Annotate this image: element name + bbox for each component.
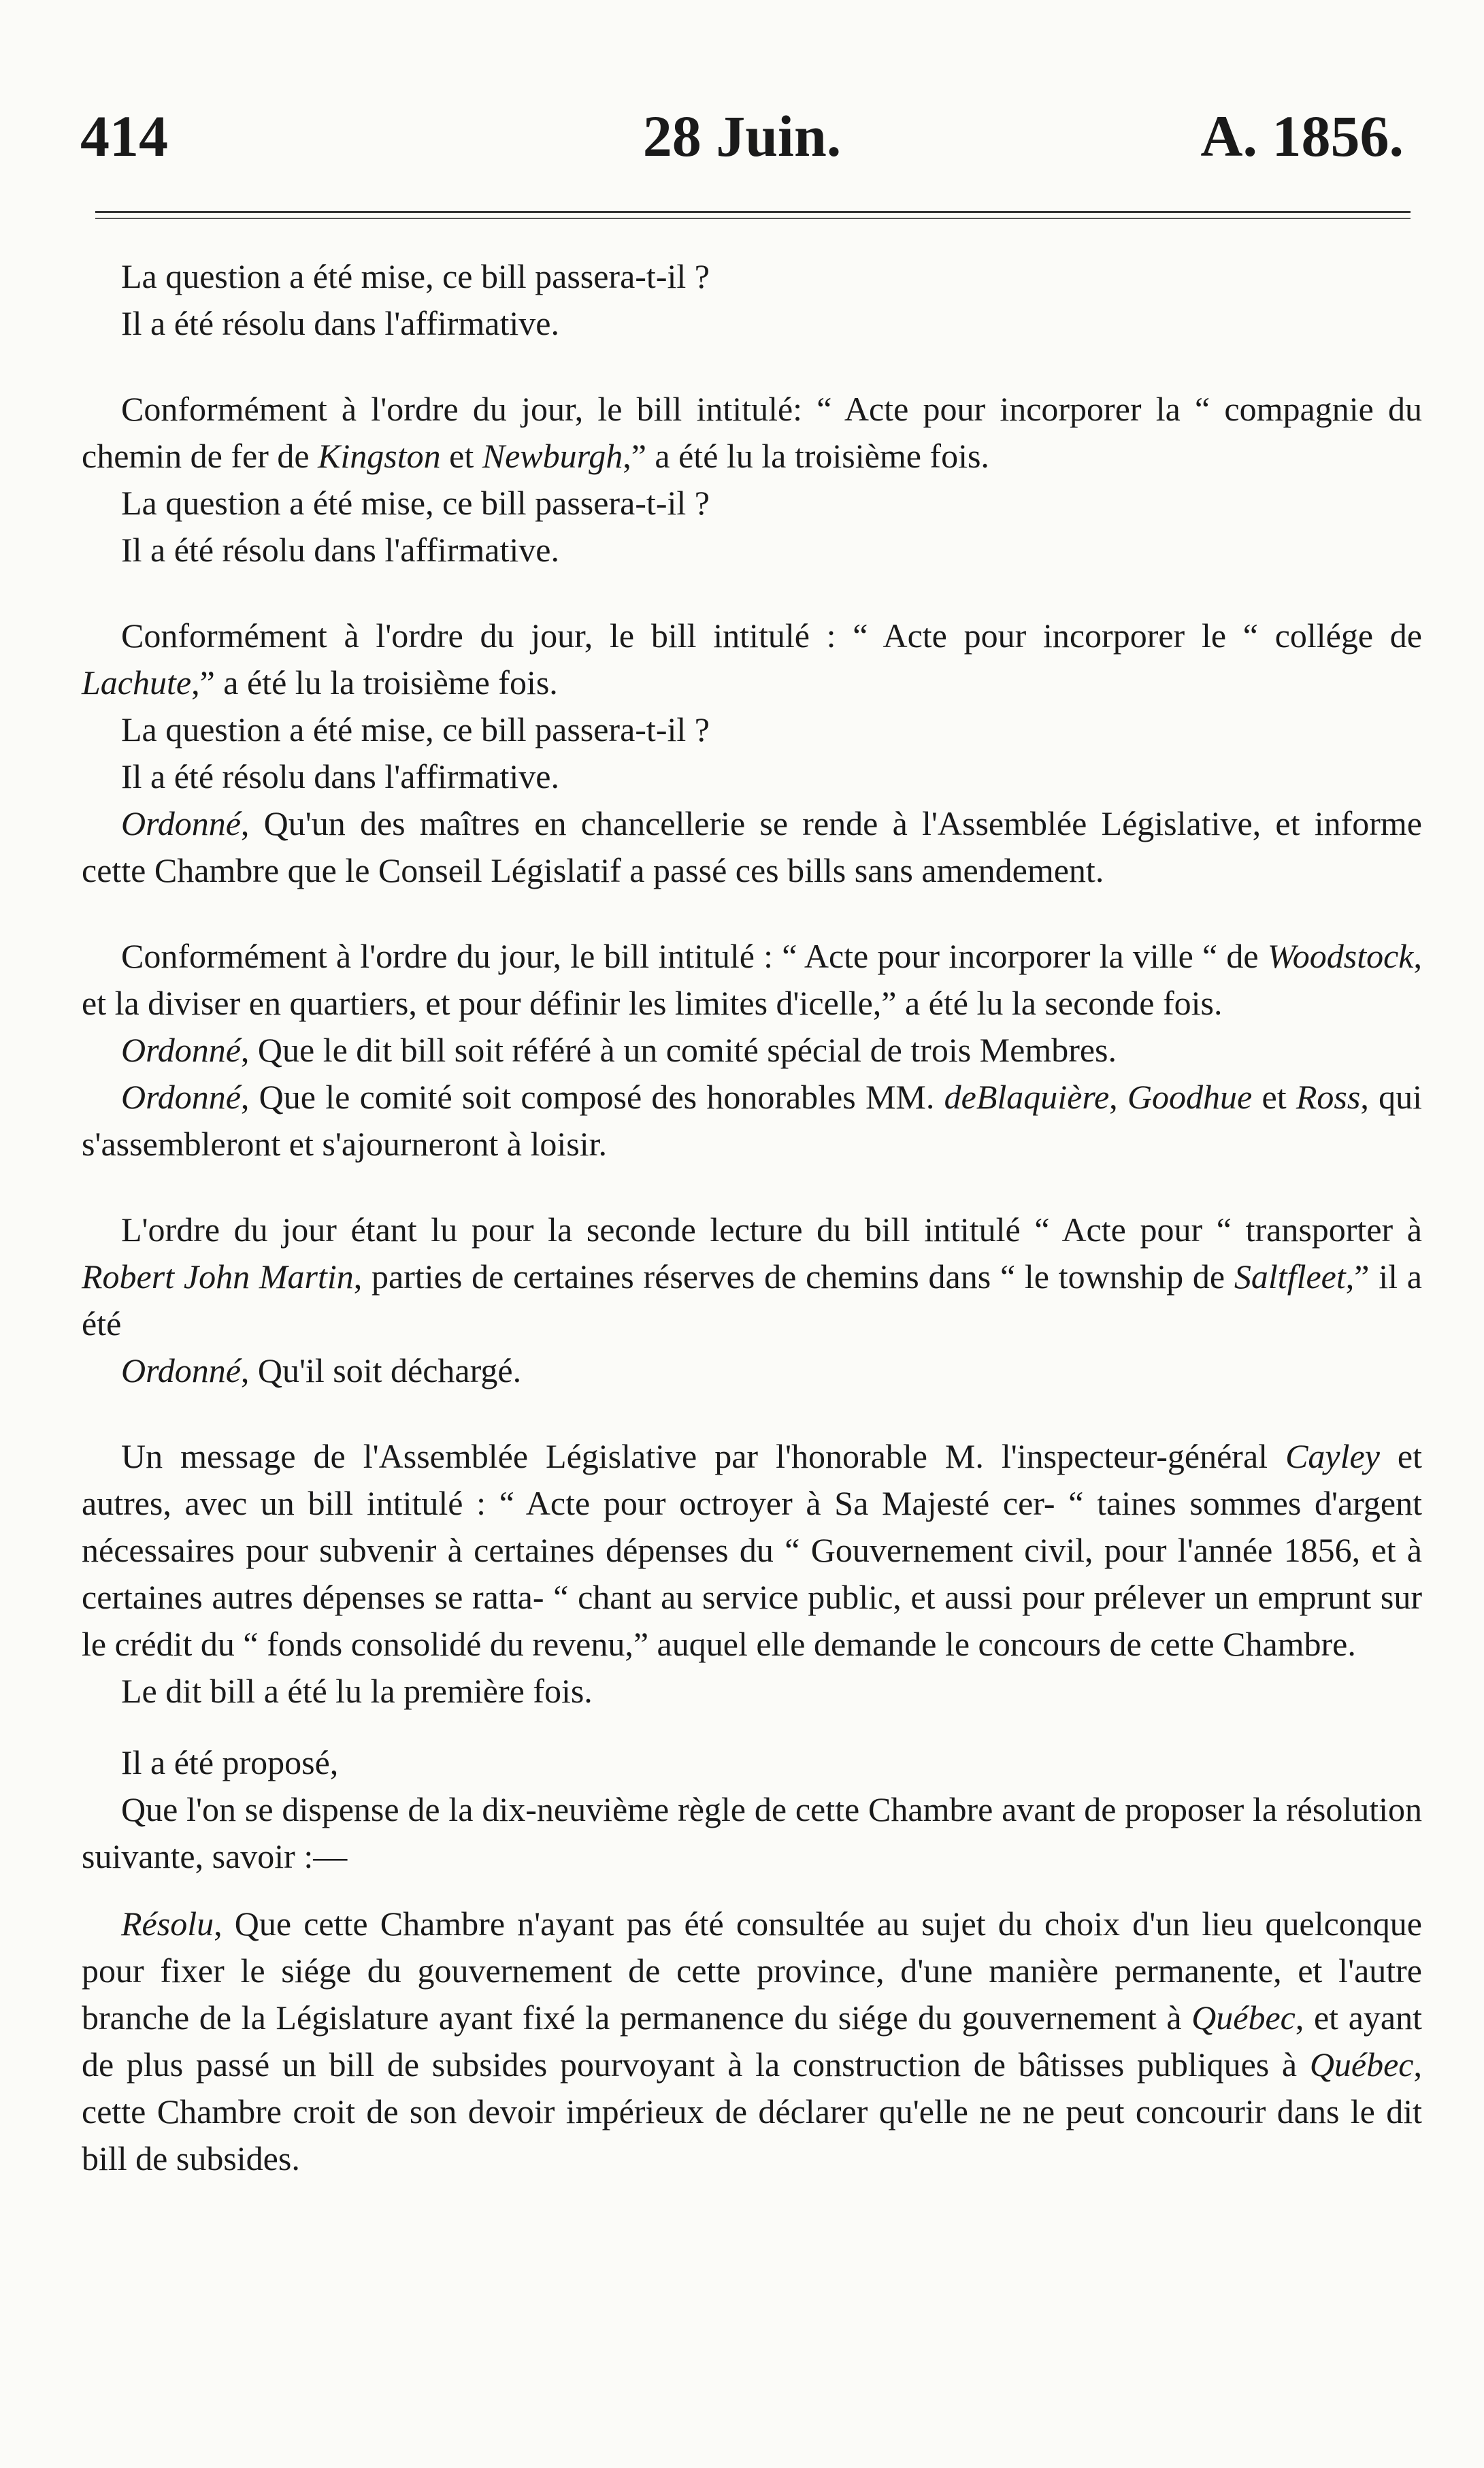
paragraph: Le dit bill a été lu la première fois.: [121, 1672, 593, 1710]
page-number: 414: [80, 103, 168, 169]
paragraph: Que l'on se dispense de la dix-neuvième règle de cette Chambre avant de proposer la résolution suivante, savoir :—: [82, 1790, 1422, 1875]
paragraph: Conformément à l'ordre du jour, le bill intitulé : “ Acte pour incorporer le “ collége de Lachute,” a été lu la troisième fois.: [82, 616, 1422, 702]
paragraph: La question a été mise, ce bill passera-t-il ?: [121, 710, 710, 748]
header-year: A. 1856.: [1200, 103, 1404, 169]
paragraph: La question a été mise, ce bill passera-t-il ?: [121, 257, 710, 295]
paragraph: Résolu, Que cette Chambre n'ayant pas été consultée au sujet du choix d'un lieu quelconque pour fixer le siége du gouvernement de cette province, d'une manière permanente, et l'autre branche de la Législature ayant fixé la permanence du siége du gouvernement à Québec, et ayant de plus passé un bill de subsides pourvoyant à la construction de bâtisses publiques à Québec, cette Chambre croit de son devoir impérieux de déclarer qu'elle ne ne peut concourir dans le dit bill de subsides.: [82, 1905, 1422, 2177]
paragraph: Ordonné, Qu'un des maîtres en chancellerie se rende à l'Assemblée Législative, et informe cette Chambre que le Conseil Législatif a passé ces bills sans amendement.: [82, 804, 1422, 889]
paragraph: Un message de l'Assemblée Législative par l'honorable M. l'inspecteur-général Cayley et autres, avec un bill intitulé : “ Acte pour octroyer à Sa Majesté cer- “ taines sommes d'argent nécessaires pour subvenir à certaines dépenses du “ Gouvernement civil, pour l'année 1856, et à certaines autres dépenses se ratta- “ chant au service public, et aussi pour prélever un emprunt sur le crédit du “ fonds consolidé du revenu,” auquel elle demande le concours de cette Chambre.: [82, 1437, 1422, 1663]
paragraph: Il a été résolu dans l'affirmative.: [121, 531, 559, 569]
paragraph: Ordonné, Qu'il soit déchargé.: [121, 1351, 522, 1389]
paragraph: L'ordre du jour étant lu pour la seconde lecture du bill intitulé “ Acte pour “ transporter à Robert John Martin, parties de certaines réserves de chemins dans “ le township de Saltfleet,” il a été: [82, 1211, 1422, 1343]
paragraph: La question a été mise, ce bill passera-t-il ?: [121, 484, 710, 522]
header-date: 28 Juin.: [642, 103, 842, 169]
page-header: [80, 102, 1404, 184]
header-rule: [95, 211, 1411, 213]
header-rule-secondary: [95, 218, 1411, 219]
paragraph: Conformément à l'ordre du jour, le bill intitulé: “ Acte pour incorporer la “ compagnie du chemin de fer de Kingston et Newburgh,” a été lu la troisième fois.: [82, 390, 1422, 475]
paragraph: Il a été résolu dans l'affirmative.: [121, 304, 559, 342]
paragraph: Conformément à l'ordre du jour, le bill intitulé : “ Acte pour incorporer la ville “ de Woodstock, et la diviser en quartiers, et pour définir les limites d'icelle,” a été lu la seconde fois.: [82, 937, 1422, 1022]
paragraph: Ordonné, Que le dit bill soit référé à un comité spécial de trois Membres.: [121, 1031, 1117, 1069]
paragraph: Il a été résolu dans l'affirmative.: [121, 757, 559, 795]
page-body: [82, 253, 1422, 2182]
paragraph: Il a été proposé,: [121, 1743, 339, 1781]
paragraph: Ordonné, Que le comité soit composé des honorables MM. deBlaquière, Goodhue et Ross, qui s'assembleront et s'ajourneront à loisir.: [82, 1078, 1422, 1163]
